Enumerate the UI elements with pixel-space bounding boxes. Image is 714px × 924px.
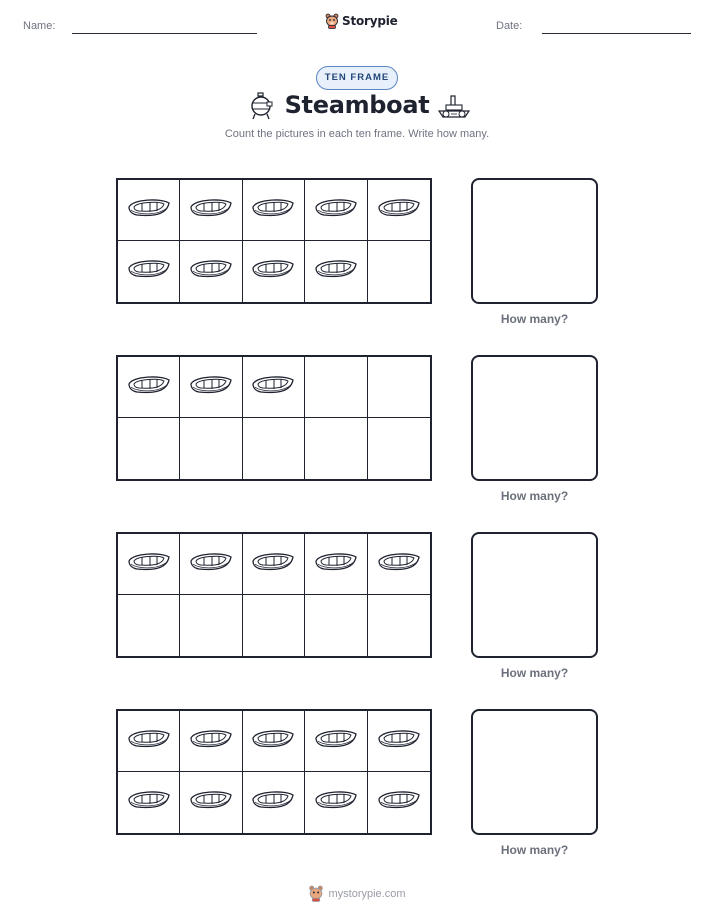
- rowboat-icon: [127, 372, 171, 403]
- ten-frame-cell: [305, 357, 367, 418]
- page-title: Steamboat: [284, 91, 430, 119]
- ten-frame-cell: [243, 180, 305, 241]
- rowboat-icon: [251, 726, 295, 757]
- ten-frame-cell: [118, 418, 180, 479]
- ten-frame-cell: [305, 418, 367, 479]
- ten-frame-cell: [180, 595, 242, 656]
- rowboat-icon: [314, 195, 358, 226]
- ten-frame-cell: [180, 241, 242, 302]
- ten-frame-cell: [305, 534, 367, 595]
- name-label: Name:: [23, 20, 56, 32]
- ten-frame-cell: [180, 534, 242, 595]
- answer-box-3[interactable]: [471, 532, 598, 658]
- ten-frame-cell: [305, 180, 367, 241]
- rowboat-icon: [127, 787, 171, 818]
- ten-frame-cell: [243, 772, 305, 833]
- ten-frame-cell: [118, 595, 180, 656]
- ten-frame-cell: [180, 418, 242, 479]
- ten-frame-cell: [368, 772, 430, 833]
- ten-frame-cell: [180, 711, 242, 772]
- ten-frame-3: [116, 532, 432, 658]
- ten-frame-cell: [118, 711, 180, 772]
- rowboat-icon: [189, 256, 233, 287]
- rowboat-icon: [127, 549, 171, 580]
- storypie-mascot-icon: [308, 885, 324, 902]
- rowboat-icon: [314, 787, 358, 818]
- ten-frame-cell: [243, 241, 305, 302]
- rowboat-icon: [314, 549, 358, 580]
- rowboat-icon: [189, 372, 233, 403]
- answer-box-1[interactable]: [471, 178, 598, 304]
- rowboat-icon: [251, 549, 295, 580]
- ten-frame-cell: [180, 180, 242, 241]
- ten-frame-cell: [368, 241, 430, 302]
- rowboat-icon: [377, 726, 421, 757]
- ten-frame-cell: [305, 772, 367, 833]
- ten-frame-cell: [368, 534, 430, 595]
- rowboat-icon: [251, 195, 295, 226]
- date-line[interactable]: [542, 33, 691, 34]
- steamboat-icon: [437, 94, 471, 120]
- ten-frame-cell: [243, 595, 305, 656]
- rowboat-icon: [189, 549, 233, 580]
- ten-frame-cell: [118, 534, 180, 595]
- how-many-label-3: How many?: [500, 666, 569, 680]
- rowboat-icon: [251, 372, 295, 403]
- answer-box-4[interactable]: [471, 709, 598, 835]
- footer-url: mystorypie.com: [328, 887, 406, 900]
- rowboat-icon: [189, 787, 233, 818]
- rowboat-icon: [189, 195, 233, 226]
- ten-frame-cell: [118, 357, 180, 418]
- name-line[interactable]: [72, 33, 257, 34]
- rowboat-icon: [127, 726, 171, 757]
- ten-frame-cell: [305, 711, 367, 772]
- ten-frame-cell: [118, 241, 180, 302]
- how-many-label-1: How many?: [500, 312, 569, 326]
- ten-frame-cell: [243, 534, 305, 595]
- brand-logo: [325, 13, 398, 29]
- footer: [0, 885, 714, 902]
- how-many-label-2: How many?: [500, 489, 569, 503]
- ten-frame-cell: [305, 595, 367, 656]
- ten-frame-cell: [368, 595, 430, 656]
- rowboat-icon: [251, 787, 295, 818]
- ten-frame-2: [116, 355, 432, 481]
- ten-frame-cell: [180, 772, 242, 833]
- ten-frame-cell: [368, 357, 430, 418]
- ten-frame-cell: [243, 418, 305, 479]
- boiler-icon: [249, 92, 273, 120]
- rowboat-icon: [189, 726, 233, 757]
- how-many-label-4: How many?: [500, 843, 569, 857]
- ten-frame-badge: TEN FRAME: [316, 66, 398, 90]
- ten-frame-cell: [243, 357, 305, 418]
- ten-frame-cell: [305, 241, 367, 302]
- rowboat-icon: [314, 256, 358, 287]
- instructions: Count the pictures in each ten frame. Write how many.: [224, 128, 490, 140]
- ten-frame-1: [116, 178, 432, 304]
- storypie-mascot-icon: [325, 13, 339, 29]
- date-label: Date:: [496, 20, 523, 32]
- rowboat-icon: [127, 256, 171, 287]
- brand-name: Storypie: [342, 14, 398, 28]
- rowboat-icon: [377, 787, 421, 818]
- ten-frame-cell: [118, 180, 180, 241]
- ten-frame-cell: [243, 711, 305, 772]
- rowboat-icon: [251, 256, 295, 287]
- rowboat-icon: [377, 195, 421, 226]
- rowboat-icon: [377, 549, 421, 580]
- ten-frame-cell: [118, 772, 180, 833]
- answer-box-2[interactable]: [471, 355, 598, 481]
- rowboat-icon: [314, 726, 358, 757]
- ten-frame-cell: [368, 418, 430, 479]
- ten-frame-cell: [180, 357, 242, 418]
- ten-frame-4: [116, 709, 432, 835]
- rowboat-icon: [127, 195, 171, 226]
- ten-frame-cell: [368, 711, 430, 772]
- ten-frame-cell: [368, 180, 430, 241]
